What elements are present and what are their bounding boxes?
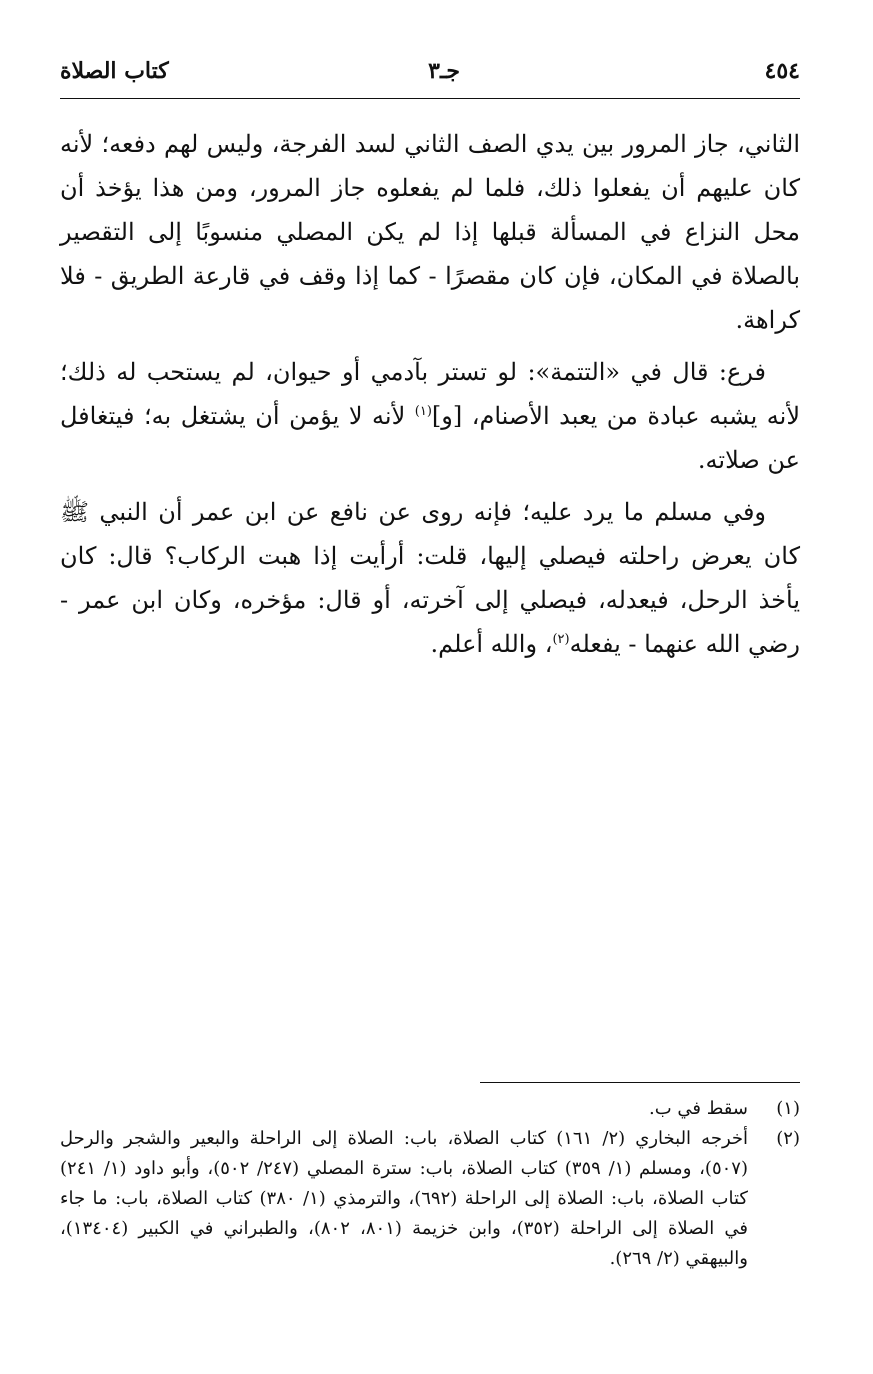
chapter-title: كتاب الصلاة (60, 58, 169, 84)
paragraph-3-text: وفي مسلم ما يرد عليه؛ فإنه روى عن نافع عن ابن عمر أن النبي ﷺ كان يعرض راحلته فيصلي إليها، قلت: أرأيت إذا هبت الركاب؟ قال: كان يأخذ الرحل، فيعدله، فيصلي إلى آخرته، أو قال: مؤخره، وكان ابن عمر - رضي الله عنهما - يفعله (60, 498, 800, 658)
volume-label: جـ٣ (428, 58, 460, 84)
footnote (60, 1124, 800, 1274)
paragraph-2-text-end: لأنه لا يؤمن أن يشتغل به؛ فيتغافل عن صلاته. (60, 402, 800, 474)
footnote-number: (١) (776, 1098, 800, 1119)
main-text (60, 122, 800, 674)
footnote-ref-1: (١) (414, 404, 432, 419)
footnote-separator (480, 1082, 800, 1083)
footnote-number: (٢) (776, 1128, 800, 1149)
paragraph-3-text-end: ، والله أعلم. (430, 630, 553, 658)
paragraph-2-text: فرع: قال في «التتمة»: لو تستر بآدمي أو حيوان، لم يستحب له ذلك؛ لأنه يشبه عبادة من يعبد الأصنام، [و] (60, 358, 801, 430)
header-rule (60, 98, 800, 99)
footnote-text: سقط في ب. (649, 1098, 748, 1119)
footnote-text: أخرجه البخاري (٢/ ١٦١) كتاب الصلاة، باب: الصلاة إلى الراحلة والبعير والشجر والرحل (٥٠٧)، ومسلم (١/ ٣٥٩) كتاب الصلاة، باب: سترة المصلي (٢٤٧/ ٥٠٢)، وأبو داود (١/ ٢٤١) كتاب الصلاة، باب: الصلاة إلى الراحلة (٦٩٢)، والترمذي (١/ ٣٨٠) كتاب الصلاة، باب: ما جاء في الصلاة إلى الراحلة (٣٥٢)، وابن خزيمة (٨٠١، ٨٠٢)، والطبراني في الكبير (١٣٤٠٤)، والبيهقي (٢/ ٢٦٩). (60, 1128, 749, 1269)
footnotes (60, 1094, 800, 1274)
paragraph-3 (60, 490, 800, 666)
paragraph-1: الثاني، جاز المرور بين يدي الصف الثاني لسد الفرجة، وليس لهم دفعه؛ لأنه كان عليهم أن يفعلوا ذلك، فلما لم يفعلوه جاز المرور، ومن هذا يؤخذ أن محل النزاع في المسألة قبلها إذا لم يكن المصلي منسوبًا إلى التقصير بالصلاة في المكان، فإن كان مقصرًا - كما إذا وقف في قارعة الطريق - فلا كراهة. (60, 130, 800, 334)
footnote-ref-2: (٢) (552, 632, 570, 647)
page-number: ٤٥٤ (764, 58, 800, 84)
page-header (60, 58, 800, 98)
footnote (60, 1094, 800, 1124)
paragraph-2 (60, 350, 800, 482)
